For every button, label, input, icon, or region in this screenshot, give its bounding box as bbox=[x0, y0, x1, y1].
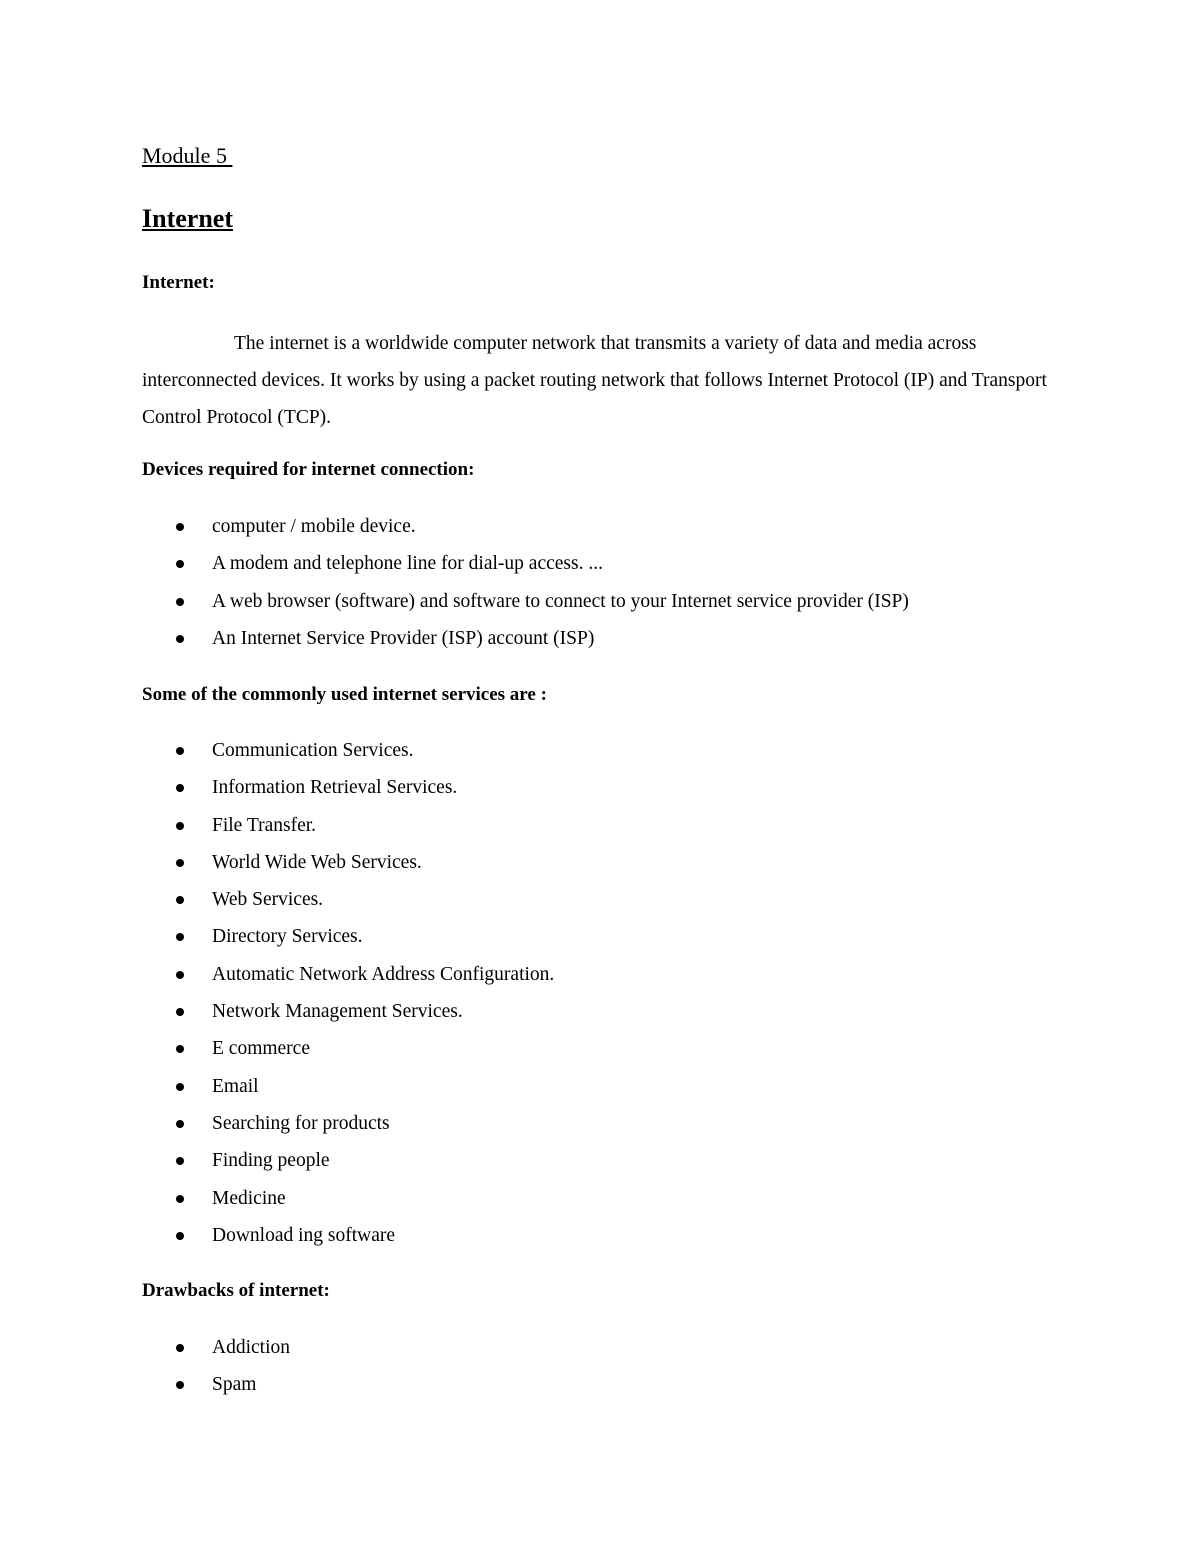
bullet-icon bbox=[176, 747, 184, 755]
list-item-text: Automatic Network Address Configuration. bbox=[212, 963, 555, 985]
bullet-icon bbox=[176, 859, 184, 867]
list-item-text: Addiction bbox=[212, 1337, 290, 1358]
list-item-text: Email bbox=[212, 1075, 259, 1097]
list-item-text: Information Retrieval Services. bbox=[212, 777, 458, 799]
intro-heading: Internet: bbox=[142, 272, 215, 293]
drawbacks-heading: Drawbacks of internet: bbox=[142, 1280, 330, 1301]
bullet-icon bbox=[176, 896, 184, 904]
bullet-icon bbox=[176, 1157, 184, 1165]
list-item-text: Web Services. bbox=[212, 889, 324, 911]
devices-heading: Devices required for internet connection: bbox=[142, 459, 475, 480]
bullet-icon bbox=[176, 560, 184, 568]
list-item-text: File Transfer. bbox=[212, 814, 317, 836]
bullet-icon bbox=[176, 523, 184, 531]
bullet-icon bbox=[176, 1195, 184, 1203]
page-title: Internet bbox=[142, 204, 233, 233]
bullet-icon bbox=[176, 1381, 184, 1389]
bullet-icon bbox=[176, 1008, 184, 1016]
list-item-text: Finding people bbox=[212, 1150, 330, 1172]
list-item-text: Network Management Services. bbox=[212, 1001, 463, 1023]
list-item-text: A modem and telephone line for dial-up access. ... bbox=[212, 553, 603, 575]
services-heading: Some of the commonly used internet services are : bbox=[142, 684, 547, 705]
list-item-text: Spam bbox=[212, 1374, 257, 1396]
bullet-icon bbox=[176, 1045, 184, 1053]
bullet-icon bbox=[176, 784, 184, 792]
list-item-text: An Internet Service Provider (ISP) account (ISP) bbox=[212, 627, 595, 649]
intro-paragraph: The internet is a worldwide computer network that transmits a variety of data and media across interconnected devices. It works by using a packet routing network that follows Internet Protocol (IP) and Transport Control Protocol (TCP). bbox=[142, 333, 1047, 428]
bullet-icon bbox=[176, 933, 184, 941]
bullet-icon bbox=[176, 971, 184, 979]
list-item-text: World Wide Web Services. bbox=[212, 851, 422, 873]
bullet-icon bbox=[176, 1344, 184, 1352]
module-label: Module 5 bbox=[142, 143, 233, 168]
bullet-icon bbox=[176, 1120, 184, 1128]
bullet-icon bbox=[176, 1232, 184, 1240]
list-item-text: E commerce bbox=[212, 1038, 310, 1060]
list-item-text: Medicine bbox=[212, 1187, 286, 1209]
list-item-text: A web browser (software) and software to connect to your Internet service provider (ISP) bbox=[212, 590, 909, 612]
list-item-text: computer / mobile device. bbox=[212, 516, 416, 537]
bullet-icon bbox=[176, 1083, 184, 1091]
bullet-icon bbox=[176, 822, 184, 830]
list-item-text: Communication Services. bbox=[212, 740, 414, 761]
list-item-text: Searching for products bbox=[212, 1112, 390, 1134]
list-item-text: Download ing software bbox=[212, 1224, 396, 1246]
bullet-icon bbox=[176, 635, 184, 643]
bullet-icon bbox=[176, 598, 184, 606]
list-item-text: Directory Services. bbox=[212, 926, 363, 948]
